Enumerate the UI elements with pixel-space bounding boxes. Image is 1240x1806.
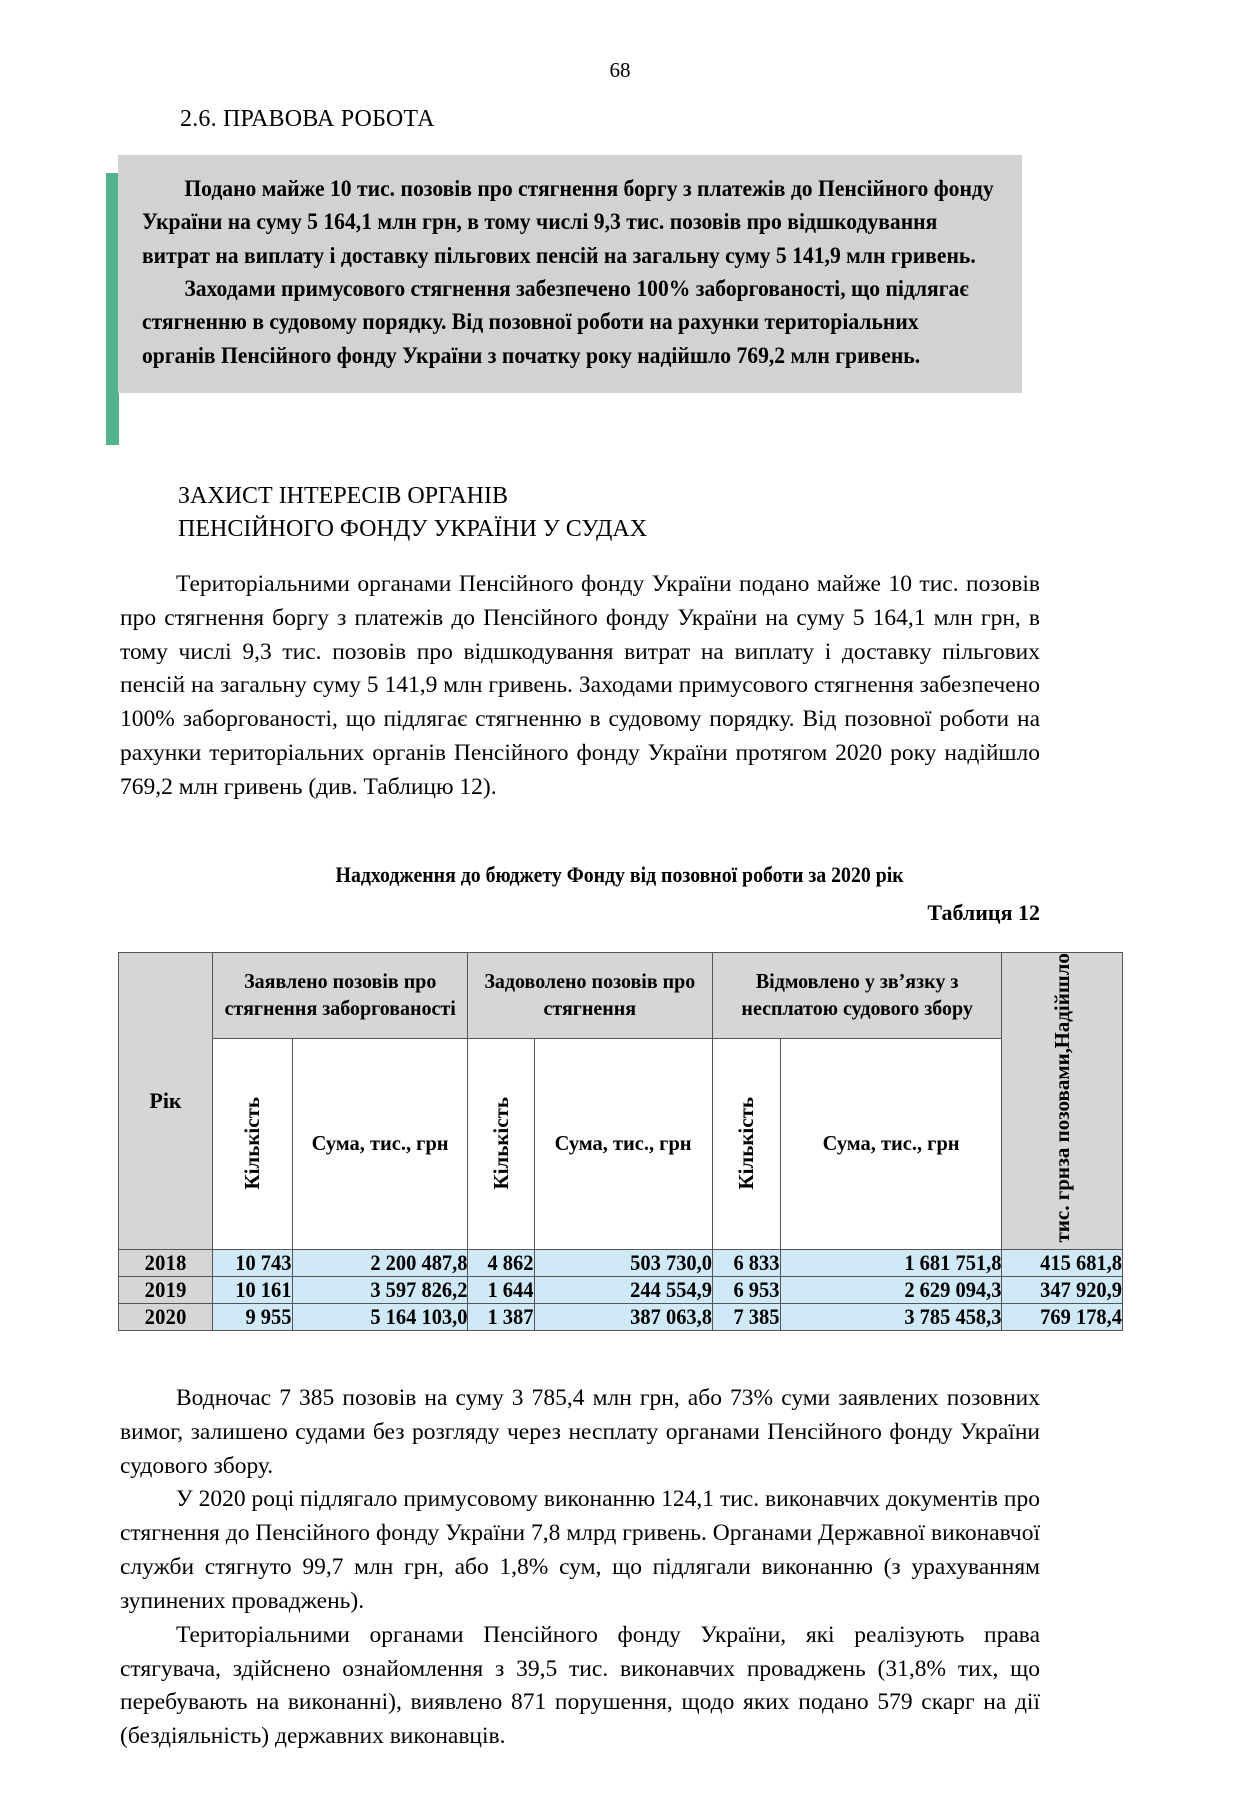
subheader-satisfied-sum <box>534 1038 712 1249</box>
callout-paragraph-2: Заходами примусового стягнення забезпечено 100% заборгованості, що підлягає стягненню в судовому порядку. Від позовної роботи на рахунки територіальних органів Пенсійного фонду України з початку року надійшло 769,2 млн гривень. <box>142 276 969 369</box>
table-caption-text: Надходження до бюджету Фонду від позовної роботи за 2020 рік <box>335 862 905 887</box>
cell-year: 2020 <box>119 1303 213 1330</box>
subheader-refused-sum-text: Сума, тис., грн <box>822 1131 960 1156</box>
cell-satisfied-count: 1 644 <box>468 1276 534 1303</box>
cell-refused-count: 6 833 <box>713 1249 780 1276</box>
table-body <box>119 1249 1123 1330</box>
header-group-claimed <box>213 953 468 1039</box>
subheader-claimed-sum-text: Сума, тис., грн <box>311 1131 449 1156</box>
cell-satisfied-count: 4 862 <box>468 1249 534 1276</box>
subheader-claimed-count-text: Кількість <box>239 1097 264 1190</box>
cell-refused-sum: 3 785 458,3 <box>780 1303 1002 1330</box>
cell-satisfied-sum: 387 063,8 <box>534 1303 712 1330</box>
closing-paragraph-1: Водночас 7 385 позовів на суму 3 785,4 млн грн, або 73% суми заявлених позовних вимог, залишено судами без розгляду через несплату органами Пенсійного фонду України судового збору. <box>120 1385 1040 1479</box>
cell-claimed-count: 9 955 <box>213 1303 293 1330</box>
cell-received: 415 681,8 <box>1002 1249 1123 1276</box>
cell-year: 2018 <box>119 1249 213 1276</box>
table-caption <box>0 862 1240 888</box>
page-number: 68 <box>609 58 631 82</box>
header-group-refused <box>713 953 1002 1039</box>
table-header-row-subs <box>119 1038 1123 1249</box>
header-group-satisfied-text: Задоволено позовів про стягнення <box>484 969 696 1021</box>
cell-received: 347 920,9 <box>1002 1276 1123 1303</box>
header-year: Рік <box>119 953 213 1250</box>
header-received-line-1: Надійшло <box>1050 953 1075 1049</box>
header-group-satisfied <box>468 953 713 1039</box>
table-row <box>119 1303 1123 1330</box>
cell-received: 769 178,4 <box>1002 1303 1123 1330</box>
subheader-refused-count <box>713 1038 780 1249</box>
subheading-line-1: ЗАХИСТ ІНТЕРЕСІВ ОРГАНІВ <box>178 483 508 509</box>
cell-refused-count: 6 953 <box>713 1276 780 1303</box>
header-group-refused-text: Відмовлено у зв’язку з несплатою судового збору <box>741 969 973 1021</box>
cell-claimed-sum: 5 164 103,0 <box>292 1303 468 1330</box>
subheader-satisfied-count-text: Кількість <box>488 1097 513 1190</box>
table-row <box>119 1249 1123 1276</box>
header-group-claimed-text: Заявлено позовів про стягнення заборгованості <box>224 969 456 1021</box>
subheader-claimed-count <box>213 1038 293 1249</box>
subheader-claimed-sum <box>292 1038 468 1249</box>
subheading <box>178 480 647 546</box>
cell-satisfied-sum: 503 730,0 <box>534 1249 712 1276</box>
closing-paragraph-3: Територіальними органами Пенсійного фонду України, які реалізують права стягувача, здійснено ознайомлення з 39,5 тис. виконавчих проваджень (31,8% тих, що перебувають на виконанні), виявлено 871 порушення, щодо яких подано 579 скарг на дії (бездіяльність) державних виконавців. <box>120 1621 1040 1750</box>
cell-satisfied-count: 1 387 <box>468 1303 534 1330</box>
legal-work-revenue-table <box>118 952 1123 1331</box>
highlight-callout <box>118 155 1022 393</box>
table-number-label: Таблиця 12 <box>927 900 1040 925</box>
cell-year: 2019 <box>119 1276 213 1303</box>
header-received-line-2: за позовами, <box>1050 1048 1075 1167</box>
intro-paragraph: Територіальними органами Пенсійного фонду України подано майже 10 тис. позовів про стягнення боргу з платежів до Пенсійного фонду України на суму 5 164,1 млн грн, в тому числі 9,3 тис. позовів про відшкодування витрат на виплату і доставку пільгових пенсій на загальну суму 5 141,9 млн гривень. Заходами примусового стягнення забезпечено 100% заборгованості, що підлягає стягненню в судовому порядку. Від позовної роботи на рахунки територіальних органів Пенсійного фонду України протягом 2020 року надійшло 769,2 млн гривень (див. Таблицю 12). <box>120 571 1040 800</box>
header-received-line-3: тис. грн <box>1050 1166 1075 1243</box>
intro-paragraph-block <box>120 568 1040 805</box>
subheader-refused-count-text: Кількість <box>733 1097 758 1190</box>
subheading-line-2: ПЕНСІЙНОГО ФОНДУ УКРАЇНИ У СУДАХ <box>178 516 648 543</box>
cell-refused-sum: 1 681 751,8 <box>780 1249 1002 1276</box>
cell-refused-count: 7 385 <box>713 1303 780 1330</box>
header-received <box>1002 953 1123 1250</box>
subheader-satisfied-sum-text: Сума, тис., грн <box>554 1131 692 1156</box>
cell-claimed-sum: 2 200 487,8 <box>292 1249 468 1276</box>
header-received-rotated <box>1049 953 1075 1243</box>
closing-paragraphs-block <box>120 1382 1040 1754</box>
cell-satisfied-sum: 244 554,9 <box>534 1276 712 1303</box>
table-row <box>119 1276 1123 1303</box>
closing-paragraph-2: У 2020 році підлягало примусовому виконанню 124,1 тис. виконавчих документів про стягнення до Пенсійного фонду України 7,8 млрд гривень. Органами Державної виконавчої служби стягнуто 99,7 млн грн, або 1,8% сум, що підлягали виконанню (з урахуванням зупинених проваджень). <box>120 1486 1040 1614</box>
cell-claimed-count: 10 161 <box>213 1276 293 1303</box>
cell-claimed-sum: 3 597 826,2 <box>292 1276 468 1303</box>
cell-claimed-count: 10 743 <box>213 1249 293 1276</box>
table-header-row-groups <box>119 953 1123 1039</box>
section-heading: 2.6. ПРАВОВА РОБОТА <box>180 106 435 132</box>
callout-paragraph-1: Подано майже 10 тис. позовів про стягнення боргу з платежів до Пенсійного фонду України на суму 5 164,1 млн грн, в тому числі 9,3 тис. позовів про відшкодування витрат на виплату і доставку пільгових пенсій на загальну суму 5 141,9 млн гривень. <box>142 176 994 269</box>
cell-refused-sum: 2 629 094,3 <box>780 1276 1002 1303</box>
subheader-satisfied-count <box>468 1038 534 1249</box>
subheader-refused-sum <box>780 1038 1002 1249</box>
